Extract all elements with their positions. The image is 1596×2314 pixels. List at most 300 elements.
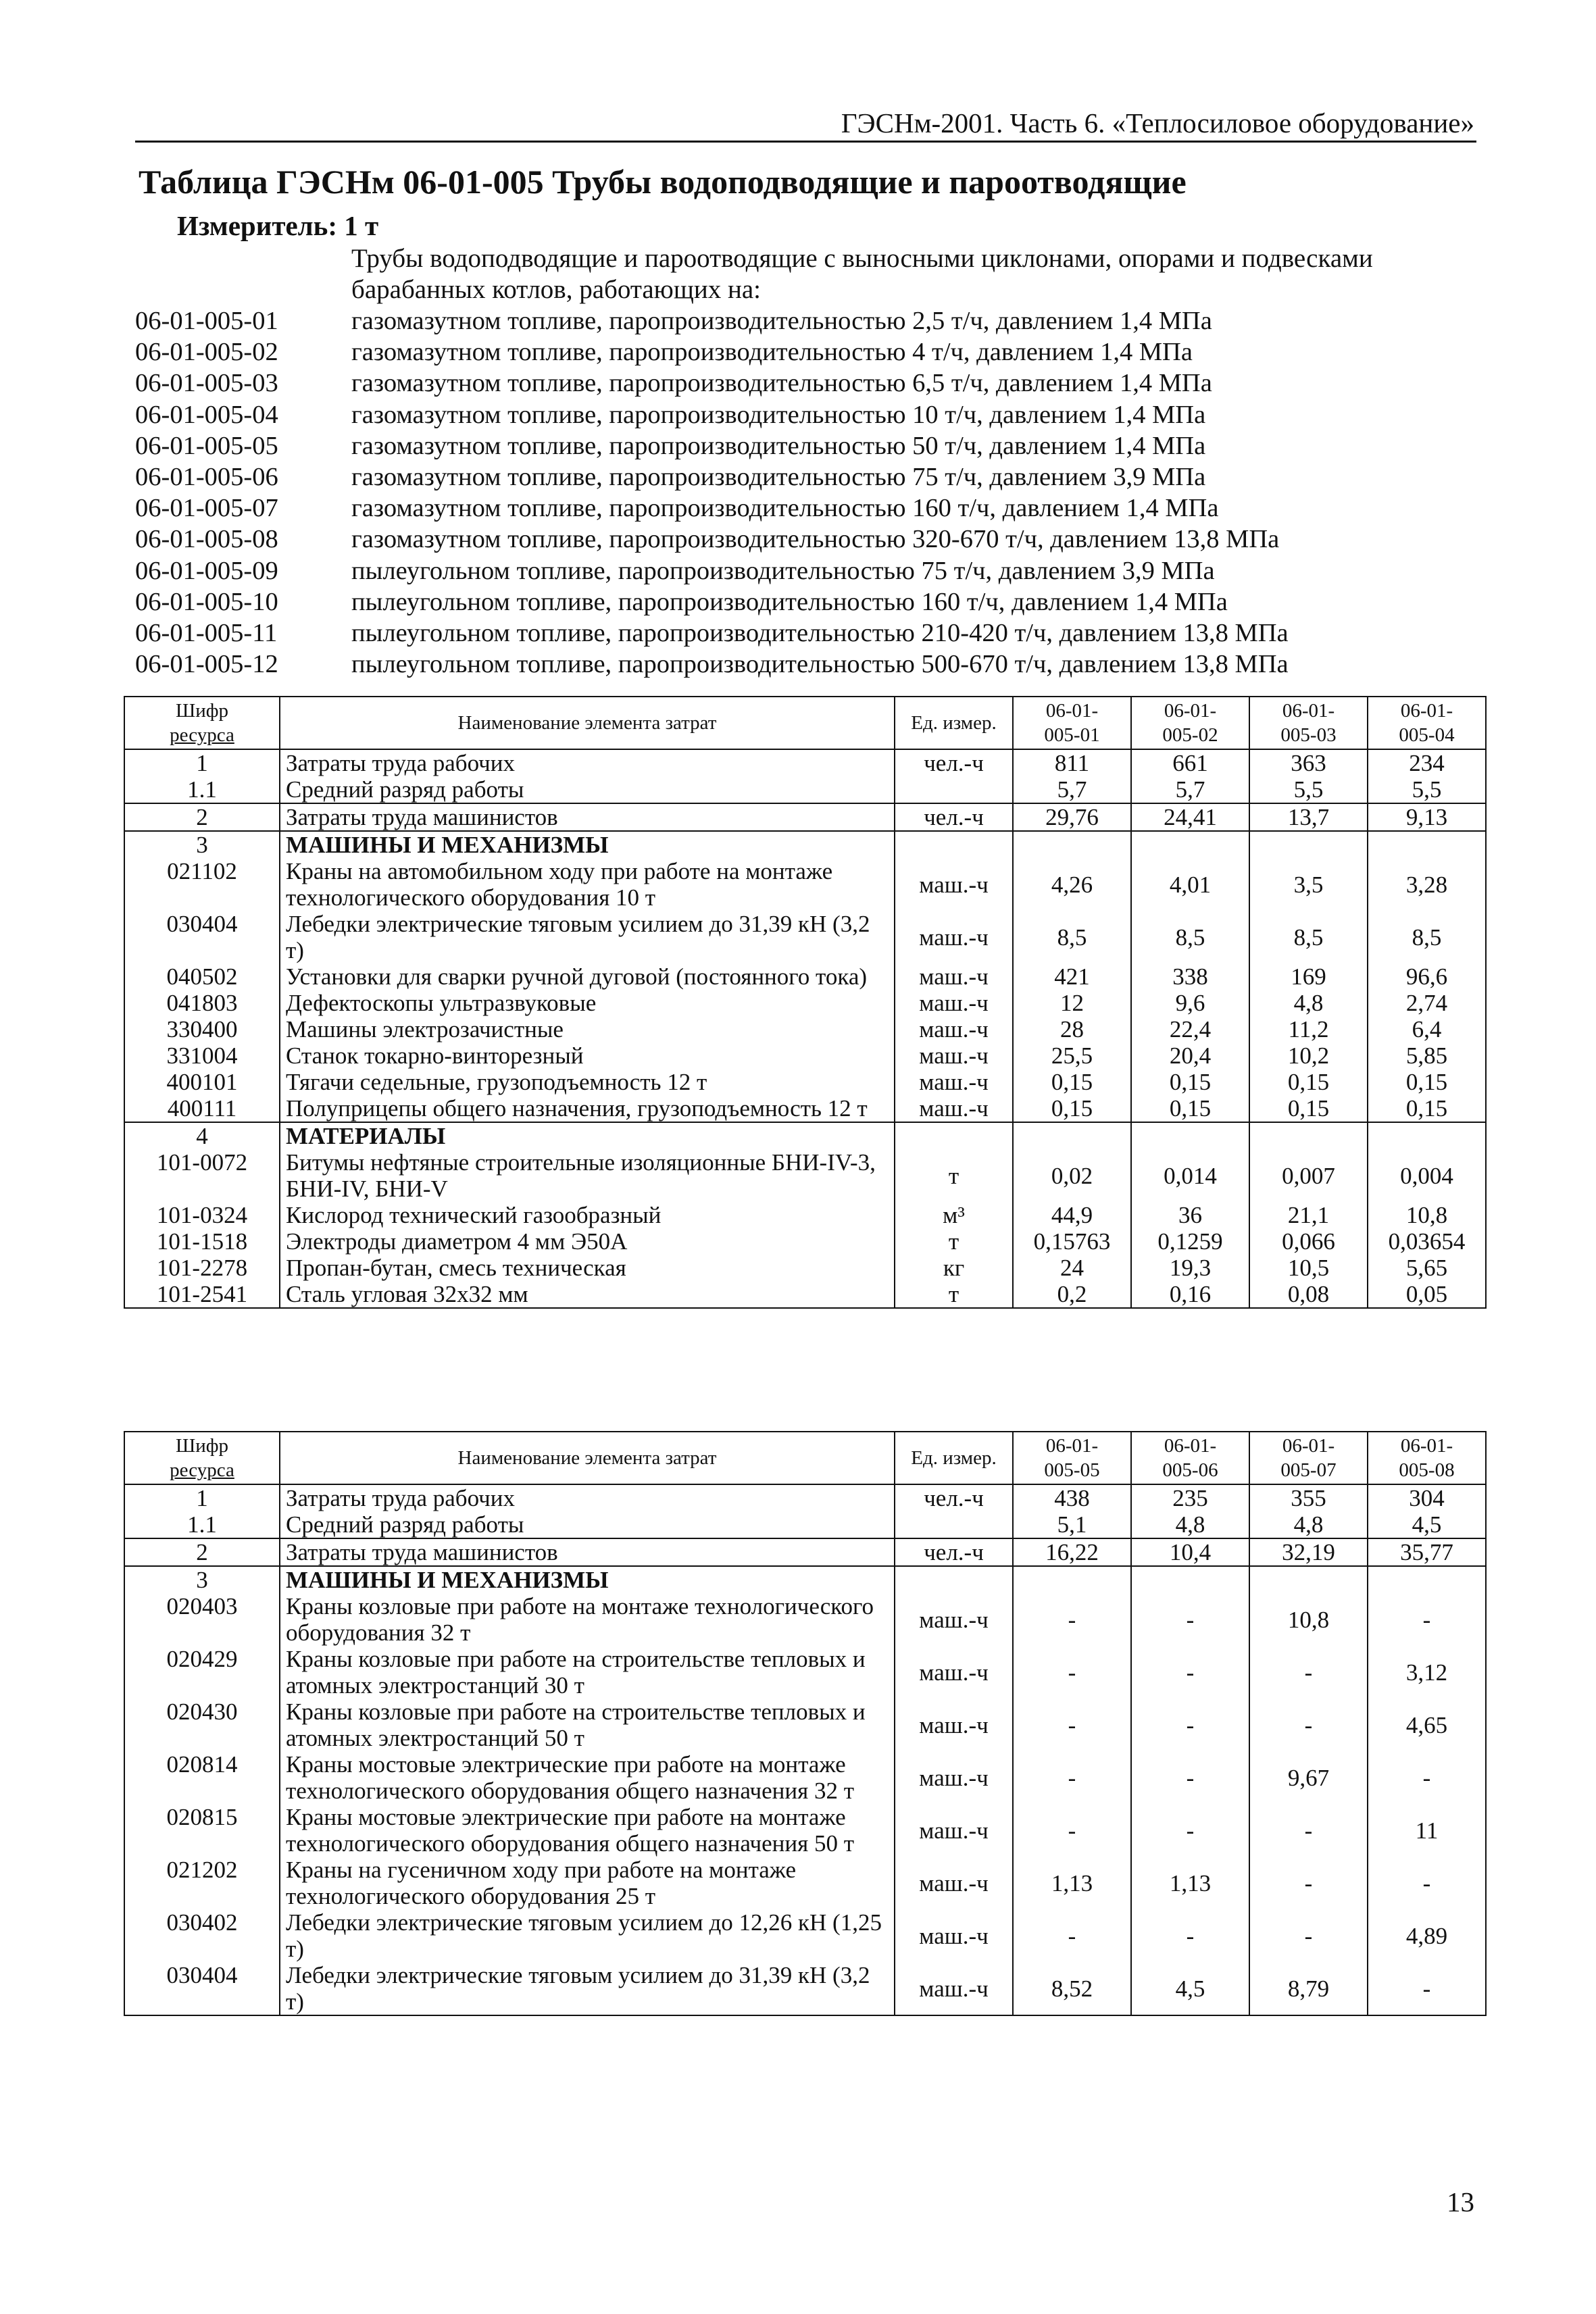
table-row	[124, 1538, 1486, 1566]
cell-value: 2,74	[1368, 990, 1486, 1016]
cell-value: 0,15	[1249, 1069, 1368, 1095]
cell-value	[1368, 831, 1486, 858]
cell-value: 24,41	[1131, 803, 1249, 831]
code-id: 06-01-005-11	[135, 618, 278, 647]
cell-value: 8,5	[1013, 911, 1131, 963]
code-list-item	[135, 524, 1473, 555]
table-title: Таблица ГЭСНм 06-01-005 Трубы водоподводящие и пароотводящие	[139, 163, 1187, 201]
cell-value: 234	[1368, 749, 1486, 776]
table-row	[124, 749, 1486, 776]
cell-name: Затраты труда машинистов	[280, 1538, 895, 1566]
table-row	[124, 1122, 1486, 1149]
cell-value: 0,15	[1131, 1095, 1249, 1122]
header-col	[1131, 1432, 1249, 1484]
code-list-item	[135, 649, 1473, 680]
cell-name: Дефектоскопы ультразвуковые	[280, 990, 895, 1016]
code-description: газомазутном топливе, паропроизводительностью 2,5 т/ч, давлением 1,4 МПа	[351, 307, 1212, 335]
cell-code: 1.1	[124, 1511, 280, 1538]
cell-value: -	[1368, 1751, 1486, 1804]
cell-value: 0,007	[1249, 1149, 1368, 1202]
cell-unit: маш.-ч	[895, 990, 1013, 1016]
col-l2: 005-02	[1162, 724, 1218, 746]
cell-code: 3	[124, 1566, 280, 1593]
code-list-item	[135, 555, 1473, 586]
cell-value: 24	[1013, 1255, 1131, 1281]
cell-value: 0,1259	[1131, 1228, 1249, 1255]
code-description: газомазутном топливе, паропроизводительностью 160 т/ч, давлением 1,4 МПа	[351, 494, 1219, 523]
cell-value: 10,2	[1249, 1042, 1368, 1069]
cell-name: МАТЕРИАЛЫ	[280, 1122, 895, 1149]
cell-value: 0,08	[1249, 1281, 1368, 1308]
cell-unit: маш.-ч	[895, 1857, 1013, 1909]
col-l1: 06-01-	[1400, 700, 1453, 722]
header-col	[1013, 697, 1131, 749]
header-code-line2: ресурса	[170, 1459, 234, 1481]
cell-unit: маш.-ч	[895, 858, 1013, 911]
intro-text: Трубы водоподводящие и пароотводящие с выносными циклонами, опорами и подвесками барабанных котлов, работающих на:	[351, 244, 1373, 304]
cell-name: Лебедки электрические тяговым усилием до 31,39 кН (3,2 т)	[280, 1962, 895, 2015]
cell-value: 235	[1131, 1484, 1249, 1511]
cell-name: Краны козловые при работе на строительстве тепловых и атомных электростанций 50 т	[280, 1699, 895, 1751]
cell-value: 5,1	[1013, 1511, 1131, 1538]
cell-value: 29,76	[1013, 803, 1131, 831]
cell-value: 304	[1368, 1484, 1486, 1511]
cell-code: 400101	[124, 1069, 280, 1095]
cell-code: 020814	[124, 1751, 280, 1804]
cell-value: 25,5	[1013, 1042, 1131, 1069]
cell-value: 5,5	[1368, 776, 1486, 803]
cell-unit: т	[895, 1281, 1013, 1308]
cell-value: 11	[1368, 1804, 1486, 1857]
col-l2: 005-06	[1162, 1459, 1218, 1481]
cell-value: 13,7	[1249, 803, 1368, 831]
code-id: 06-01-005-07	[135, 494, 278, 523]
cell-code: 030404	[124, 911, 280, 963]
cell-value: 9,13	[1368, 803, 1486, 831]
col-l1: 06-01-	[1045, 1435, 1099, 1457]
cell-value: -	[1368, 1962, 1486, 2015]
cell-value: 421	[1013, 963, 1131, 990]
col-l1: 06-01-	[1164, 700, 1217, 722]
cell-value: -	[1013, 1646, 1131, 1699]
cell-name: Краны козловые при работе на монтаже технологического оборудования 32 т	[280, 1593, 895, 1646]
table-row	[124, 1484, 1486, 1511]
code-list-item	[135, 430, 1473, 461]
cell-unit: чел.-ч	[895, 1484, 1013, 1511]
cell-unit: маш.-ч	[895, 963, 1013, 990]
cell-name: Затраты труда рабочих	[280, 1484, 895, 1511]
cell-value: -	[1013, 1804, 1131, 1857]
table-row	[124, 1646, 1486, 1699]
header-unit: Ед. измер.	[895, 697, 1013, 749]
cell-name: Битумы нефтяные строительные изоляционные БНИ-IV-3, БНИ-IV, БНИ-V	[280, 1149, 895, 1202]
cell-value	[1013, 831, 1131, 858]
table-row	[124, 1593, 1486, 1646]
cell-unit: чел.-ч	[895, 1538, 1013, 1566]
cell-value: 4,8	[1131, 1511, 1249, 1538]
running-header: ГЭСНм-2001. Часть 6. «Теплосиловое оборудование»	[841, 107, 1474, 139]
cell-value: 44,9	[1013, 1202, 1131, 1228]
cell-code: 101-0324	[124, 1202, 280, 1228]
cell-value: -	[1368, 1857, 1486, 1909]
cell-value: 338	[1131, 963, 1249, 990]
cell-value: 21,1	[1249, 1202, 1368, 1228]
cell-value: 12	[1013, 990, 1131, 1016]
cell-value: -	[1131, 1593, 1249, 1646]
cell-value: 0,014	[1131, 1149, 1249, 1202]
table-row	[124, 1962, 1486, 2015]
cell-code: 020815	[124, 1804, 280, 1857]
code-description: пылеугольном топливе, паропроизводительностью 500-670 т/ч, давлением 13,8 МПа	[351, 650, 1289, 679]
cell-value: 0,16	[1131, 1281, 1249, 1308]
cell-code: 020429	[124, 1646, 280, 1699]
cell-name: Электроды диаметром 4 мм Э50А	[280, 1228, 895, 1255]
header-code-line1: Шифр	[175, 1435, 229, 1457]
cell-value: -	[1131, 1646, 1249, 1699]
resource-table-1	[124, 696, 1487, 1309]
cell-value: -	[1013, 1909, 1131, 1962]
cell-name: Краны на гусеничном ходу при работе на монтаже технологического оборудования 25 т	[280, 1857, 895, 1909]
cell-unit: маш.-ч	[895, 1804, 1013, 1857]
code-id: 06-01-005-06	[135, 462, 278, 491]
cell-code: 1.1	[124, 776, 280, 803]
cell-value	[1131, 1566, 1249, 1593]
code-description: газомазутном топливе, паропроизводительностью 75 т/ч, давлением 3,9 МПа	[351, 462, 1206, 491]
header-col	[1368, 697, 1486, 749]
cell-value: 8,79	[1249, 1962, 1368, 2015]
header-name: Наименование элемента затрат	[280, 697, 895, 749]
cell-unit: т	[895, 1228, 1013, 1255]
cell-value: 355	[1249, 1484, 1368, 1511]
cell-value: 0,15	[1013, 1095, 1131, 1122]
code-description: газомазутном топливе, паропроизводительностью 4 т/ч, давлением 1,4 МПа	[351, 338, 1193, 367]
cell-value: 22,4	[1131, 1016, 1249, 1042]
cell-value: 3,5	[1249, 858, 1368, 911]
cell-value	[1131, 831, 1249, 858]
header-col	[1368, 1432, 1486, 1484]
cell-code: 021202	[124, 1857, 280, 1909]
cell-value: 6,4	[1368, 1016, 1486, 1042]
cell-unit	[895, 1566, 1013, 1593]
cell-unit: кг	[895, 1255, 1013, 1281]
cell-value: -	[1013, 1593, 1131, 1646]
cell-value	[1249, 831, 1368, 858]
table-row	[124, 831, 1486, 858]
cell-value	[1249, 1566, 1368, 1593]
header-rule	[135, 141, 1476, 143]
code-description: газомазутном топливе, паропроизводительностью 10 т/ч, давлением 1,4 МПа	[351, 400, 1206, 429]
cell-value: 0,15	[1368, 1069, 1486, 1095]
cell-unit	[895, 831, 1013, 858]
cell-unit: маш.-ч	[895, 911, 1013, 963]
col-l1: 06-01-	[1164, 1435, 1217, 1457]
code-description: газомазутном топливе, паропроизводительностью 50 т/ч, давлением 1,4 МПа	[351, 431, 1206, 460]
cell-value: 5,85	[1368, 1042, 1486, 1069]
cell-value: 4,8	[1249, 1511, 1368, 1538]
col-l1: 06-01-	[1282, 1435, 1335, 1457]
page-number: 13	[1447, 2186, 1474, 2217]
cell-value: -	[1013, 1751, 1131, 1804]
cell-name: Затраты труда рабочих	[280, 749, 895, 776]
cell-name: Средний разряд работы	[280, 776, 895, 803]
cell-value: 4,01	[1131, 858, 1249, 911]
code-description: газомазутном топливе, паропроизводительностью 320-670 т/ч, давлением 13,8 МПа	[351, 525, 1280, 554]
code-id: 06-01-005-12	[135, 650, 278, 679]
table-row	[124, 1149, 1486, 1202]
code-id: 06-01-005-01	[135, 307, 278, 335]
cell-value: 438	[1013, 1484, 1131, 1511]
table-row	[124, 1255, 1486, 1281]
cell-code: 101-0072	[124, 1149, 280, 1202]
cell-name: Затраты труда машинистов	[280, 803, 895, 831]
cell-value: 169	[1249, 963, 1368, 990]
code-description: пылеугольном топливе, паропроизводительностью 210-420 т/ч, давлением 13,8 МПа	[351, 618, 1289, 647]
cell-value: 3,28	[1368, 858, 1486, 911]
table-row	[124, 911, 1486, 963]
cell-unit: маш.-ч	[895, 1095, 1013, 1122]
cell-name: Машины электрозачистные	[280, 1016, 895, 1042]
cell-value: 363	[1249, 749, 1368, 776]
table-row	[124, 1804, 1486, 1857]
cell-code: 030402	[124, 1909, 280, 1962]
cell-code: 041803	[124, 990, 280, 1016]
cell-value: -	[1131, 1804, 1249, 1857]
header-unit: Ед. измер.	[895, 1432, 1013, 1484]
cell-name: Краны мостовые электрические при работе на монтаже технологического оборудования общего назначения 50 т	[280, 1804, 895, 1857]
cell-code: 030404	[124, 1962, 280, 2015]
col-l2: 005-07	[1280, 1459, 1337, 1481]
cell-value: -	[1249, 1804, 1368, 1857]
cell-code: 101-2541	[124, 1281, 280, 1308]
cell-value: -	[1131, 1909, 1249, 1962]
code-list-item	[135, 399, 1473, 430]
cell-value: 10,5	[1249, 1255, 1368, 1281]
table-row	[124, 1751, 1486, 1804]
cell-value: -	[1131, 1699, 1249, 1751]
table-row	[124, 858, 1486, 911]
cell-unit: маш.-ч	[895, 1909, 1013, 1962]
cell-value: 36	[1131, 1202, 1249, 1228]
cell-value: 10,8	[1368, 1202, 1486, 1228]
cell-code: 2	[124, 803, 280, 831]
table-row	[124, 1909, 1486, 1962]
code-id: 06-01-005-02	[135, 338, 278, 367]
cell-name: МАШИНЫ И МЕХАНИЗМЫ	[280, 831, 895, 858]
cell-value: 5,5	[1249, 776, 1368, 803]
cell-unit: маш.-ч	[895, 1593, 1013, 1646]
code-id: 06-01-005-05	[135, 431, 278, 460]
cell-value	[1013, 1566, 1131, 1593]
cell-value: 8,5	[1368, 911, 1486, 963]
header-col	[1013, 1432, 1131, 1484]
col-l1: 06-01-	[1045, 700, 1099, 722]
cell-value: 8,52	[1013, 1962, 1131, 2015]
cell-value: 32,19	[1249, 1538, 1368, 1566]
header-code-line2: ресурса	[170, 724, 234, 746]
cell-unit	[895, 1511, 1013, 1538]
cell-code: 2	[124, 1538, 280, 1566]
cell-value: 16,22	[1013, 1538, 1131, 1566]
cell-value: 5,65	[1368, 1255, 1486, 1281]
table-1-body	[124, 749, 1486, 1308]
cell-code: 400111	[124, 1095, 280, 1122]
cell-name: МАШИНЫ И МЕХАНИЗМЫ	[280, 1566, 895, 1593]
table-2-body	[124, 1484, 1486, 2015]
cell-value: -	[1249, 1646, 1368, 1699]
cell-unit: чел.-ч	[895, 803, 1013, 831]
cell-value: 0,15	[1131, 1069, 1249, 1095]
cell-code: 020430	[124, 1699, 280, 1751]
cell-value: 0,066	[1249, 1228, 1368, 1255]
header-col	[1249, 697, 1368, 749]
code-description: газомазутном топливе, паропроизводительностью 6,5 т/ч, давлением 1,4 МПа	[351, 369, 1212, 398]
cell-name: Лебедки электрические тяговым усилием до 31,39 кН (3,2 т)	[280, 911, 895, 963]
table-row	[124, 1016, 1486, 1042]
meter-label: Измеритель:	[177, 210, 338, 241]
cell-value: 4,26	[1013, 858, 1131, 911]
cell-name: Полуприцепы общего назначения, грузоподъемность 12 т	[280, 1095, 895, 1122]
code-list-item	[135, 305, 1473, 336]
code-id: 06-01-005-04	[135, 400, 278, 429]
col-l1: 06-01-	[1400, 1435, 1453, 1457]
cell-value: -	[1131, 1751, 1249, 1804]
cell-code: 331004	[124, 1042, 280, 1069]
meter-value: 1 т	[344, 210, 379, 241]
cell-unit: м³	[895, 1202, 1013, 1228]
cell-value	[1368, 1122, 1486, 1149]
code-id: 06-01-005-03	[135, 369, 278, 398]
code-description: пылеугольном топливе, паропроизводительностью 160 т/ч, давлением 1,4 МПа	[351, 587, 1228, 616]
cell-code: 3	[124, 831, 280, 858]
cell-value: 5,7	[1131, 776, 1249, 803]
cell-code: 040502	[124, 963, 280, 990]
table-row	[124, 1228, 1486, 1255]
code-list-item	[135, 461, 1473, 493]
cell-value: -	[1249, 1909, 1368, 1962]
col-l2: 005-04	[1399, 724, 1455, 746]
cell-value: 0,02	[1013, 1149, 1131, 1202]
cell-name: Краны на автомобильном ходу при работе на монтаже технологического оборудования 10 т	[280, 858, 895, 911]
cell-unit: маш.-ч	[895, 1751, 1013, 1804]
cell-value: 8,5	[1249, 911, 1368, 963]
cell-value: 0,05	[1368, 1281, 1486, 1308]
cell-value: 4,65	[1368, 1699, 1486, 1751]
cell-code: 021102	[124, 858, 280, 911]
code-description: пылеугольном топливе, паропроизводительностью 75 т/ч, давлением 3,9 МПа	[351, 556, 1215, 585]
cell-unit: т	[895, 1149, 1013, 1202]
cell-code: 101-1518	[124, 1228, 280, 1255]
cell-value: 9,6	[1131, 990, 1249, 1016]
table-row	[124, 803, 1486, 831]
table-row	[124, 1566, 1486, 1593]
cell-value: 0,15763	[1013, 1228, 1131, 1255]
cell-value: 4,89	[1368, 1909, 1486, 1962]
table-row	[124, 1095, 1486, 1122]
cell-unit: маш.-ч	[895, 1016, 1013, 1042]
table-row	[124, 1857, 1486, 1909]
cell-value: -	[1249, 1699, 1368, 1751]
col-l2: 005-01	[1044, 724, 1100, 746]
cell-name: Установки для сварки ручной дуговой (постоянного тока)	[280, 963, 895, 990]
table-row	[124, 1069, 1486, 1095]
cell-name: Лебедки электрические тяговым усилием до 12,26 кН (1,25 т)	[280, 1909, 895, 1962]
cell-value: -	[1368, 1593, 1486, 1646]
code-list-item	[135, 493, 1473, 524]
cell-value: 19,3	[1131, 1255, 1249, 1281]
cell-value	[1368, 1566, 1486, 1593]
cell-value: 661	[1131, 749, 1249, 776]
cell-name: Краны мостовые электрические при работе на монтаже технологического оборудования общего назначения 32 т	[280, 1751, 895, 1804]
cell-name: Пропан-бутан, смесь техническая	[280, 1255, 895, 1281]
cell-value: 20,4	[1131, 1042, 1249, 1069]
code-id: 06-01-005-10	[135, 587, 278, 616]
cell-code: 4	[124, 1122, 280, 1149]
cell-value: 11,2	[1249, 1016, 1368, 1042]
col-l2: 005-03	[1280, 724, 1337, 746]
table-row	[124, 776, 1486, 803]
code-list-item	[135, 586, 1473, 618]
cell-code: 1	[124, 1484, 280, 1511]
cell-value: 1,13	[1131, 1857, 1249, 1909]
cell-value	[1013, 1122, 1131, 1149]
cell-unit	[895, 776, 1013, 803]
cell-name: Краны козловые при работе на строительстве тепловых и атомных электростанций 30 т	[280, 1646, 895, 1699]
table-row	[124, 1042, 1486, 1069]
cell-code: 1	[124, 749, 280, 776]
cell-value: 96,6	[1368, 963, 1486, 990]
cell-value: 811	[1013, 749, 1131, 776]
cell-unit: маш.-ч	[895, 1646, 1013, 1699]
col-l2: 005-08	[1399, 1459, 1455, 1481]
cell-value: 35,77	[1368, 1538, 1486, 1566]
table-row	[124, 1511, 1486, 1538]
cell-name: Средний разряд работы	[280, 1511, 895, 1538]
cell-unit: маш.-ч	[895, 1069, 1013, 1095]
cell-value: -	[1249, 1857, 1368, 1909]
cell-value	[1131, 1122, 1249, 1149]
cell-value: 1,13	[1013, 1857, 1131, 1909]
header-col	[1249, 1432, 1368, 1484]
cell-code: 330400	[124, 1016, 280, 1042]
header-name: Наименование элемента затрат	[280, 1432, 895, 1484]
col-l1: 06-01-	[1282, 700, 1335, 722]
header-code	[124, 1432, 280, 1484]
cell-unit: маш.-ч	[895, 1962, 1013, 2015]
cell-name: Кислород технический газообразный	[280, 1202, 895, 1228]
cell-value: 4,5	[1368, 1511, 1486, 1538]
code-list-item	[135, 368, 1473, 399]
cell-value: 3,12	[1368, 1646, 1486, 1699]
table-row	[124, 963, 1486, 990]
code-id: 06-01-005-08	[135, 525, 278, 554]
cell-value: 8,5	[1131, 911, 1249, 963]
resource-table-2	[124, 1431, 1487, 2016]
cell-name: Станок токарно-винторезный	[280, 1042, 895, 1069]
table-row	[124, 990, 1486, 1016]
cell-value: 10,8	[1249, 1593, 1368, 1646]
header-col	[1131, 697, 1249, 749]
cell-value	[1249, 1122, 1368, 1149]
cell-value: 0,004	[1368, 1149, 1486, 1202]
cell-unit: чел.-ч	[895, 749, 1013, 776]
cell-value: 0,2	[1013, 1281, 1131, 1308]
cell-value: -	[1013, 1699, 1131, 1751]
cell-value: 28	[1013, 1016, 1131, 1042]
cell-value: 0,15	[1013, 1069, 1131, 1095]
cell-code: 101-2278	[124, 1255, 280, 1281]
code-id: 06-01-005-09	[135, 556, 278, 585]
cell-unit	[895, 1122, 1013, 1149]
